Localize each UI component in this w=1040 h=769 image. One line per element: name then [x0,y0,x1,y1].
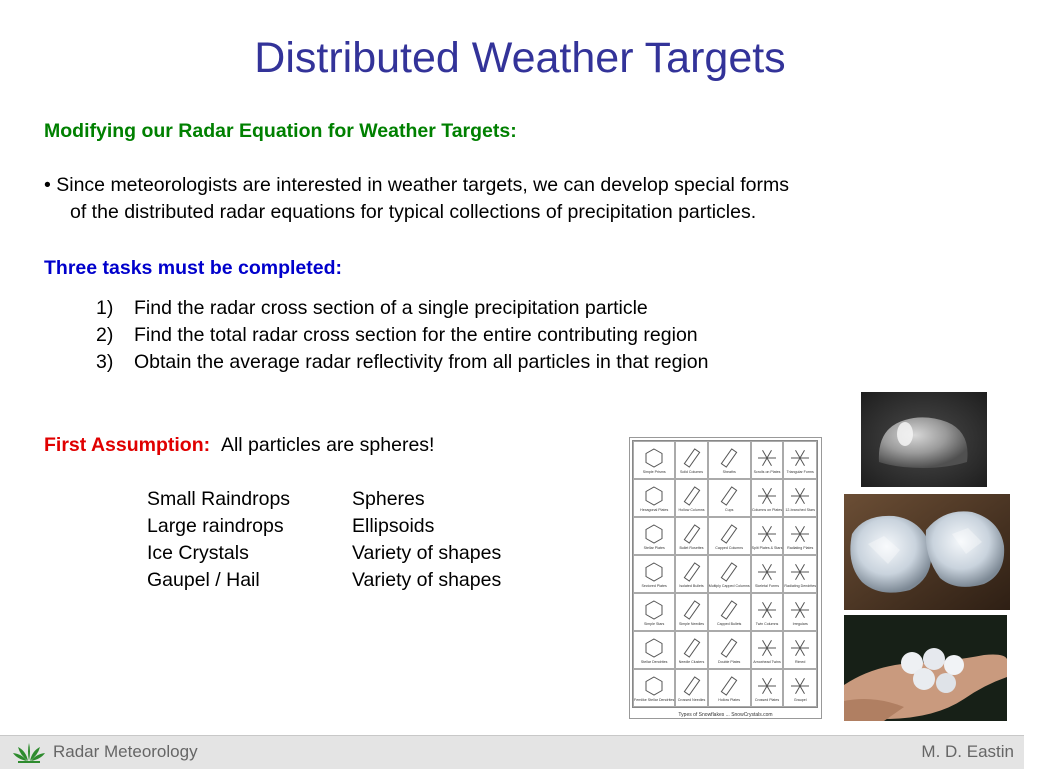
snowflake-cell-label: Radiating Dendrites [784,584,816,588]
snowflake-cell [751,441,784,479]
snowflake-cell [783,479,817,517]
particle-shape: Spheres [352,488,425,510]
task-number: 1) [96,297,114,319]
snowflake-icon [755,446,779,470]
snowflake-cell [751,479,784,517]
snowflake-cell [708,669,751,707]
particle-name: Large raindrops [147,515,284,537]
snowflake-icon [717,446,741,470]
snowflake-cell [708,441,751,479]
snowflake-cell [675,555,707,593]
task-text: Find the total radar cross section for the entire contributing region [134,324,698,346]
snowflake-icon [642,522,666,546]
snowflake-cell-label: Bullet Rosettes [679,546,704,550]
snowflake-cell [675,631,707,669]
snowflake-cell [783,441,817,479]
snowflake-cell [751,631,784,669]
snowflake-cell-label: Rimed [795,660,806,664]
tasks-heading: Three tasks must be completed: [44,257,343,279]
snowflake-cell [751,669,784,707]
task-item [96,295,648,322]
snowflake-cell-label: Irregulars [792,622,808,626]
raindrop-photo [861,392,987,487]
snowflake-icon [717,636,741,660]
snowflake-types-chart [629,437,822,719]
particle-name: Gaupel / Hail [147,569,260,591]
snowflake-cell-label: Hollow Plates [718,698,741,702]
snowflake-icon [788,598,812,622]
assumption-text: All particles are spheres! [220,434,435,456]
snowflake-icon [755,636,779,660]
snowflake-icon [717,674,741,698]
snowflake-cell [633,593,675,631]
slide-footer [0,735,1024,769]
snowflake-cell [751,517,784,555]
section-heading: Modifying our Radar Equation for Weather Targets: [44,120,517,142]
footer-course-title: Radar Meteorology [53,742,198,761]
snowflake-cell [633,631,675,669]
snowflake-icon [680,484,704,508]
snowflake-icon [755,484,779,508]
snowflake-cell-label: Solid Columns [679,470,704,474]
snowflake-cell [633,555,675,593]
snowflake-cell-label: Split Plates & Stars [751,546,783,550]
hail-in-hand-photo [844,615,1007,721]
snowflake-cell-label: Stellar Dendrites [640,660,668,664]
snowflake-cell-label: Radiating Plates [787,546,814,550]
particle-shape: Variety of shapes [352,542,502,564]
snowflake-cell-label: Needle Clusters [678,660,705,664]
snowflake-cell-label: Stellar Plates [643,546,665,550]
snowflake-cell-label: Simple Needles [678,622,705,626]
snowflake-icon [642,674,666,698]
footer-author: M. D. Eastin [921,742,1014,761]
snowflake-cell-label: Isolated Bullets [679,584,704,588]
snowflake-cell [675,669,707,707]
snowflake-cell-label: Sheaths [722,470,736,474]
snowflake-icon [788,560,812,584]
particle-name: Small Raindrops [147,488,291,510]
snowflake-cell-label: Cups [724,508,734,512]
snowflake-icon [788,674,812,698]
snowflake-cell-label: Multiply Capped Columns [708,584,750,588]
snowflake-cell-label: Arrowhead Twins [753,660,781,664]
snowflake-cell-label: Triangular Forms [786,470,814,474]
task-item [96,349,708,376]
snowflake-icon [755,674,779,698]
snowflake-cell-label: 12-branched Stars [785,508,815,512]
snowflake-cell [783,555,817,593]
snowflake-icon [717,598,741,622]
snowflake-cell-label: Fernlike Stellar Dendrites [634,698,675,702]
assumption-label: First Assumption: [44,434,211,456]
snowflake-cell-label: Crossed Plates [754,698,780,702]
snowflake-cell [783,517,817,555]
slide-title: Distributed Weather Targets [254,34,786,82]
snowflake-cell-label: Sectored Plates [641,584,667,588]
snowflake-icon [788,522,812,546]
snowflake-cell [675,593,707,631]
snowflake-icon [680,522,704,546]
snowflake-cell [708,555,751,593]
bullet-line-2: of the distributed radar equations for typical collections of precipitation particles. [70,201,757,223]
bullet-line-1: • Since meteorologists are interested in weather targets, we can develop special forms [44,174,789,196]
snowflake-grid [632,440,818,708]
snowflake-icon [755,598,779,622]
snowflake-icon [680,560,704,584]
snowflake-icon [717,484,741,508]
snowflake-cell [708,479,751,517]
task-text: Find the radar cross section of a single precipitation particle [134,297,648,319]
snowflake-icon [788,484,812,508]
snowflake-cell [708,631,751,669]
snowflake-cell [708,593,751,631]
snowflake-cell-label: Hollow Columns [678,508,705,512]
snowflake-cell [675,479,707,517]
particle-name: Ice Crystals [147,542,249,564]
snowflake-icon [717,560,741,584]
snowflake-cell [783,669,817,707]
snowflake-icon [717,522,741,546]
snowflake-cell-label: Double Plates [717,660,741,664]
snowflake-icon [680,598,704,622]
particle-shape: Variety of shapes [352,569,502,591]
task-number: 2) [96,324,114,346]
snowflake-icon [755,560,779,584]
snowflake-cell-label: Hexagonal Plates [640,508,669,512]
snowflake-cell-label: Capped Columns [715,546,744,550]
snowflake-icon [642,446,666,470]
snowflake-cell-label: Graupel [793,698,807,702]
snowflake-cell [708,517,751,555]
snowflake-cell [751,555,784,593]
snowflake-cell [675,441,707,479]
ice-crystal-photo [844,494,1010,610]
task-item [96,322,698,349]
snowflake-icon [680,674,704,698]
snowflake-icon [642,598,666,622]
snowflake-cell [633,517,675,555]
snowflake-cell [783,593,817,631]
snowflake-cell [633,479,675,517]
snowflake-cell [675,517,707,555]
snowflake-cell-label: Capped Bullets [716,622,742,626]
leaf-logo-icon [12,741,46,763]
task-number: 3) [96,351,114,373]
snowflake-icon [642,636,666,660]
snowflake-cell-label: Twin Columns [755,622,779,626]
snowflake-cell-label: Skeletal Forms [755,584,780,588]
snowflake-cell [751,593,784,631]
snowflake-icon [642,484,666,508]
particle-shape: Ellipsoids [352,515,435,537]
snowflake-cell-label: Simple Stars [643,622,665,626]
task-text: Obtain the average radar reflectivity from all particles in that region [134,351,709,373]
snowflake-cell-label: Scrolls on Plates [753,470,781,474]
snowflake-icon [642,560,666,584]
snowflake-icon [680,446,704,470]
snowflake-icon [788,446,812,470]
snowflake-chart-caption: Types of Snowflakes ... SnowCrystals.com [678,712,773,718]
snowflake-cell-label: Simple Prisms [642,470,666,474]
snowflake-icon [755,522,779,546]
snowflake-cell [783,631,817,669]
snowflake-icon [680,636,704,660]
snowflake-cell-label: Crossed Needles [677,698,706,702]
assumption-line [44,432,434,459]
snowflake-icon [788,636,812,660]
snowflake-cell [633,669,675,707]
snowflake-cell-label: Columns on Plates [751,508,783,512]
snowflake-cell [633,441,675,479]
